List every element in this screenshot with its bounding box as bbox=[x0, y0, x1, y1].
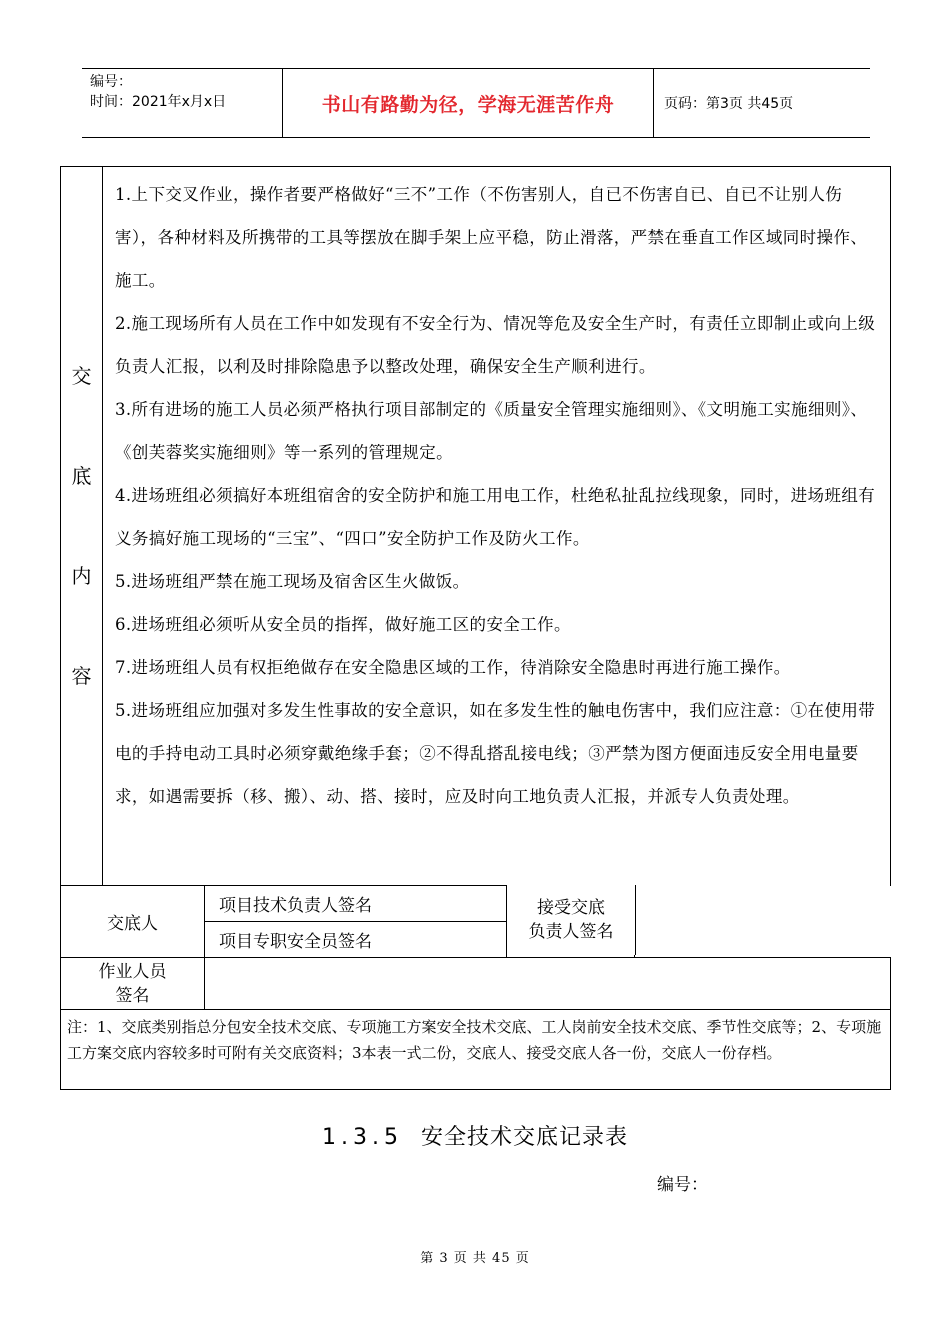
jiaodiren-label: 交底人 bbox=[61, 886, 205, 958]
header-bianhao: 编号： bbox=[90, 74, 132, 90]
content-paragraph-8: 5.进场班组应加强对多发生性事故的安全意识，如在多发生性的触电伤害中，我们应注意：①在使用带电的手持电动工具时必须穿戴绝缘手套；②不得乱搭乱接电线；③严禁为图方便面违反安全用电量要求，如遇需要拆（移、搬）、动、搭、接时，应及时向工地负责人汇报，并派专人负责处理。 bbox=[115, 701, 876, 806]
header-motto: 书山有路勤为径，学海无涯苦作舟 bbox=[282, 69, 654, 137]
worker-label-line2: 签名 bbox=[115, 985, 150, 1006]
page-header bbox=[82, 68, 870, 138]
content-paragraph-5: 5.进场班组严禁在施工现场及宿舍区生火做饭。 bbox=[115, 572, 470, 591]
section-number: 1.3.5 bbox=[322, 1125, 403, 1150]
content-paragraph-6: 6.进场班组必须听从安全员的指挥，做好施工区的安全工作。 bbox=[115, 615, 571, 634]
receiver-sign-label bbox=[507, 885, 636, 955]
content-paragraph-2: 2.施工现场所有人员在工作中如发现有不安全行为、情况等危及安全生产时，有责任立即制止或向上级负责人汇报，以利及时排除隐患予以整改处理，确保安全生产顺利进行。 bbox=[115, 314, 876, 376]
page-footer: 第 3 页 共 45 页 bbox=[420, 1251, 530, 1266]
section-title bbox=[0, 1120, 950, 1151]
label-char-3: 内 bbox=[71, 564, 92, 588]
content-paragraph-3: 3.所有进场的施工人员必须严格执行项目部制定的《质量安全管理实施细则》、《文明施工实施细则》、《创芙蓉奖实施细则》等一系列的管理规定。 bbox=[115, 400, 868, 462]
content-paragraph-4: 4.进场班组必须搞好本班组宿舍的安全防护和施工用电工作，杜绝私扯乱拉线现象，同时，进场班组有义务搞好施工现场的“三宝”、“四口”安全防护工作及防火工作。 bbox=[115, 486, 876, 548]
section-title-text: 安全技术交底记录表 bbox=[420, 1125, 628, 1150]
worker-label-line1: 作业人员 bbox=[98, 961, 167, 982]
content-label-cell bbox=[61, 167, 103, 886]
receiver-sign-block bbox=[506, 885, 890, 955]
label-char-2: 底 bbox=[71, 464, 92, 488]
header-page-number: 页码：第3页 共45页 bbox=[664, 96, 794, 112]
header-time: 时间：2021年x月x日 bbox=[90, 94, 227, 110]
receiver-label-line2: 负责人签名 bbox=[528, 922, 614, 942]
content-paragraph-7: 7.进场班组人员有权拒绝做存在安全隐患区域的工作，待消除安全隐患时再进行施工操作。 bbox=[115, 658, 791, 677]
table-note: 注：1、交底类别指总分包安全技术交底、专项施工方案安全技术交底、工人岗前安全技术交底、季节性交底等；2、专项施工方案交底内容较多时可附有关交底资料；3本表一式二份，交底人、接受交底人各一份，交底人一份存档。 bbox=[61, 1010, 891, 1090]
receiver-label-line1: 接受交底 bbox=[537, 898, 605, 918]
worker-sign-label bbox=[61, 958, 205, 1010]
receiver-sign-field[interactable] bbox=[636, 885, 890, 955]
content-cell bbox=[103, 167, 891, 886]
safety-sign-label: 项目专职安全员签名 bbox=[205, 922, 507, 958]
section-bianhao: 编号： bbox=[657, 1175, 708, 1195]
header-left bbox=[82, 69, 282, 137]
content-paragraph-1: 1.上下交叉作业，操作者要严格做好“三不”工作（不伤害别人，自已不伤害自已、自已不让别人伤害），各种材料及所携带的工具等摆放在脚手架上应平稳，防止滑落，严禁在垂直工作区域同时操作、施工。 bbox=[115, 185, 868, 290]
label-char-1: 交 bbox=[71, 364, 92, 388]
worker-sign-field[interactable] bbox=[205, 958, 891, 1010]
label-char-4: 容 bbox=[71, 664, 92, 688]
tech-sign-label: 项目技术负责人签名 bbox=[205, 886, 507, 922]
